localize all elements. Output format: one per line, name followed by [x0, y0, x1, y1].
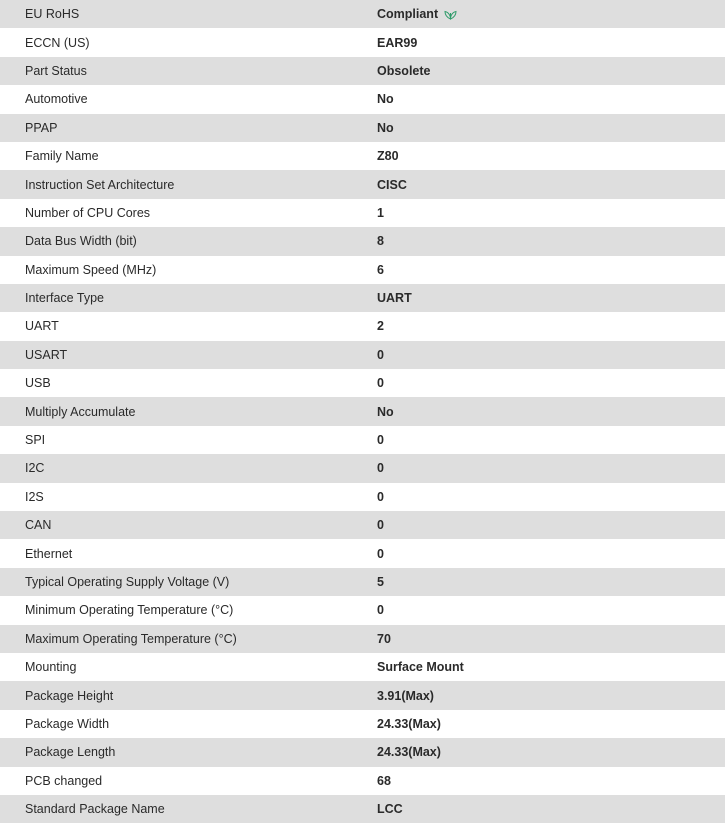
spec-value [352, 405, 725, 419]
spec-value [352, 234, 725, 248]
spec-value-text: Z80 [377, 149, 399, 164]
spec-value-text: Surface Mount [377, 660, 464, 675]
spec-value [352, 263, 725, 277]
spec-row [0, 227, 725, 255]
spec-label: Standard Package Name [25, 802, 165, 817]
spec-label: EU RoHS [25, 7, 80, 22]
spec-label: Maximum Operating Temperature (°C) [25, 631, 237, 646]
spec-value [352, 206, 725, 220]
spec-value [352, 376, 725, 390]
spec-row [0, 170, 725, 198]
spec-row [0, 596, 725, 624]
spec-value-text: 0 [377, 461, 384, 476]
spec-label: Maximum Speed (MHz) [25, 262, 157, 277]
spec-value-text: 0 [377, 603, 384, 618]
spec-value-text: 6 [377, 262, 384, 277]
spec-value-text: CISC [377, 177, 407, 192]
spec-value-text: 24.33(Max) [377, 716, 441, 731]
spec-label: I2S [25, 489, 44, 504]
spec-row [0, 426, 725, 454]
spec-row [0, 511, 725, 539]
spec-label: SPI [25, 433, 46, 448]
spec-label: Package Width [25, 716, 110, 731]
spec-label: I2C [25, 461, 45, 476]
spec-row [0, 767, 725, 795]
spec-value [352, 745, 725, 759]
spec-label: Data Bus Width (bit) [25, 234, 137, 249]
spec-label: Minimum Operating Temperature (°C) [25, 603, 234, 618]
spec-value [352, 319, 725, 333]
spec-label: Part Status [25, 63, 87, 78]
spec-row [0, 397, 725, 425]
leaf-icon [444, 9, 457, 20]
spec-value-text: Compliant [377, 7, 439, 22]
spec-value-text: 0 [377, 518, 384, 533]
spec-value [352, 660, 725, 674]
spec-value-text: 0 [377, 489, 384, 504]
spec-label: Number of CPU Cores [25, 205, 151, 220]
spec-value [352, 433, 725, 447]
spec-value [352, 490, 725, 504]
spec-value-text: No [377, 120, 394, 135]
spec-label: ECCN (US) [25, 35, 90, 50]
spec-label: PCB changed [25, 773, 103, 788]
spec-value-text: 3.91(Max) [377, 688, 434, 703]
spec-row [0, 199, 725, 227]
spec-value-text: 0 [377, 546, 384, 561]
spec-row [0, 681, 725, 709]
spec-row [0, 625, 725, 653]
spec-row [0, 28, 725, 56]
spec-row [0, 284, 725, 312]
spec-value [352, 348, 725, 362]
spec-row [0, 710, 725, 738]
spec-value [352, 689, 725, 703]
spec-row [0, 114, 725, 142]
spec-value [352, 802, 725, 816]
spec-label: Family Name [25, 149, 99, 164]
spec-label: Package Length [25, 745, 116, 760]
spec-label: Instruction Set Architecture [25, 177, 175, 192]
spec-value-text: 8 [377, 234, 384, 249]
spec-value [352, 461, 725, 475]
spec-label: USART [25, 347, 68, 362]
spec-value [352, 178, 725, 192]
spec-row [0, 312, 725, 340]
spec-value-text: 2 [377, 319, 384, 334]
spec-value-text: 0 [377, 347, 384, 362]
spec-label: Multiply Accumulate [25, 404, 136, 419]
spec-value [352, 64, 725, 78]
spec-value [352, 7, 725, 21]
spec-value-text: No [377, 404, 394, 419]
spec-row [0, 85, 725, 113]
spec-value-text: 0 [377, 433, 384, 448]
spec-label: UART [25, 319, 59, 334]
spec-value-text: 5 [377, 575, 384, 589]
spec-value-text: 1 [377, 205, 384, 220]
spec-value-text: 68 [377, 773, 391, 788]
spec-row [0, 142, 725, 170]
spec-label: Mounting [25, 660, 77, 675]
spec-value-text: No [377, 92, 394, 107]
spec-value [352, 547, 725, 561]
spec-label: Interface Type [25, 291, 104, 306]
spec-value-text: LCC [377, 802, 403, 817]
spec-label: Package Height [25, 688, 114, 703]
spec-value-text: EAR99 [377, 35, 418, 50]
spec-row [0, 0, 725, 28]
spec-row [0, 57, 725, 85]
spec-value [352, 575, 725, 589]
spec-value-text: 0 [377, 376, 384, 391]
spec-label: USB [25, 376, 51, 391]
spec-value [352, 36, 725, 50]
spec-row [0, 539, 725, 567]
spec-label: CAN [25, 518, 52, 533]
spec-row [0, 341, 725, 369]
spec-row [0, 256, 725, 284]
spec-row [0, 738, 725, 766]
spec-row [0, 369, 725, 397]
spec-label: Typical Operating Supply Voltage (V) [25, 575, 230, 589]
spec-row [0, 454, 725, 482]
spec-label: Ethernet [25, 546, 73, 561]
spec-row [0, 653, 725, 681]
spec-value [352, 632, 725, 646]
spec-row [0, 568, 725, 596]
spec-value [352, 603, 725, 617]
spec-row [0, 483, 725, 511]
spec-value [352, 291, 725, 305]
spec-label: Automotive [25, 92, 88, 107]
spec-value [352, 121, 725, 135]
spec-value-text: UART [377, 291, 412, 306]
spec-value [352, 717, 725, 731]
spec-value-text: 24.33(Max) [377, 745, 441, 760]
spec-row [0, 795, 725, 823]
spec-value-text: 70 [377, 631, 391, 646]
spec-value [352, 149, 725, 163]
spec-value [352, 92, 725, 106]
spec-value-text: Obsolete [377, 63, 431, 78]
spec-label: PPAP [25, 120, 58, 135]
spec-value [352, 518, 725, 532]
spec-value [352, 774, 725, 788]
